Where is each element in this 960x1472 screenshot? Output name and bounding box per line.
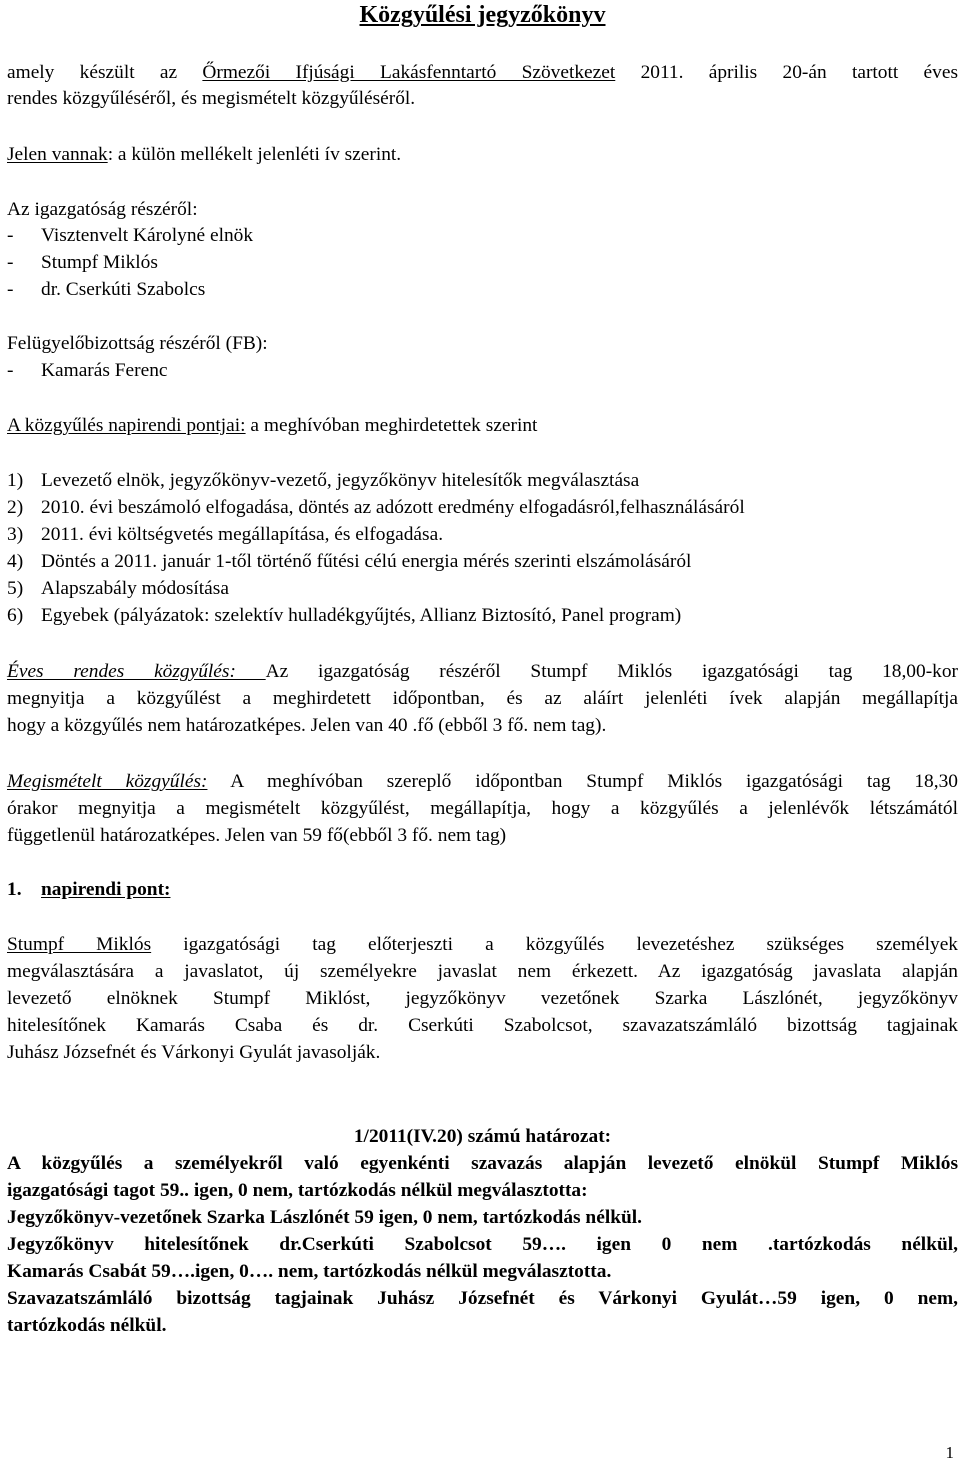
- present-label: Jelen vannak: [7, 144, 108, 165]
- resolution-line: Jegyzőkönyv-vezetőnek Szarka Lászlónét 59 igen, 0 nem, tartózkodás nélkül.: [7, 1207, 643, 1228]
- annual-label: Éves rendes közgyűlés:: [7, 661, 266, 682]
- board-member: - Visztenvelt Károlyné elnök: [7, 225, 254, 246]
- agenda-heading: A közgyűlés napirendi pontjai: a meghívóban meghirdetettek szerint: [7, 415, 538, 436]
- intro-line-1: amely készült az Őrmezői Ifjúsági Lakásfenntartó Szövetkezet 2011. április 20-án tartott éves: [7, 62, 958, 83]
- point1-line-3: levezető elnöknek Stumpf Miklóst, jegyzőkönyv vezetőnek Szarka Lászlónét, jegyzőkönyv: [7, 988, 958, 1009]
- board-member: - dr. Cserkúti Szabolcs: [7, 279, 206, 300]
- agenda-item: 6) Egyebek (pályázatok: szelektív hulladékgyűjtés, Allianz Biztosító, Panel program): [7, 605, 682, 626]
- repeated-label: Megismételt közgyűlés:: [7, 771, 208, 792]
- repeated-line-3: függetlenül határozatképes. Jelen van 59 fő(ebből 3 fő. nem tag): [7, 825, 507, 846]
- point1-heading: 1. napirendi pont:: [7, 879, 171, 900]
- agenda-item: 5) Alapszabály módosítása: [7, 578, 229, 599]
- annual-line-2: megnyitja a közgyűlést a meghirdetett időpontban, és az aláírt jelenléti ívek alapján megállapítja: [7, 688, 958, 709]
- agenda-item: 2) 2010. évi beszámoló elfogadása, döntés az adózott eredmény elfogadásról,felhasználásáról: [7, 497, 745, 518]
- point1-line-2: megválasztására a javaslatot, új személyekre javaslat nem érkezett. Az igazgatóság javaslata alapján: [7, 961, 958, 982]
- supervisory-member: - Kamarás Ferenc: [7, 360, 168, 381]
- resolution-line: Kamarás Csabát 59….igen, 0…. nem, tartózkodás nélkül megválasztotta.: [7, 1261, 612, 1282]
- point1-label: napirendi pont:: [41, 879, 171, 900]
- point1-presenter: Stumpf Miklós: [7, 934, 152, 955]
- point1-line-1: Stumpf Miklós igazgatósági tag előterjeszti a közgyűlés levezetéshez szükséges személyek: [7, 934, 958, 955]
- page-number: 1: [945, 1443, 954, 1462]
- resolution-line: tartózkodás nélkül.: [7, 1315, 167, 1336]
- resolution-line: Szavazatszámláló bizottság tagjainak Juhász Józsefnét és Várkonyi Gyulát…59 igen, 0 nem,: [7, 1288, 958, 1309]
- annual-line-3: hogy a közgyűlés nem határozatképes. Jelen van 40 .fő (ebből 3 fő. nem tag).: [7, 715, 607, 736]
- intro-line-2: rendes közgyűléséről, és megismételt közgyűléséről.: [7, 88, 416, 109]
- present-line: Jelen vannak: a külön mellékelt jelenléti ív szerint.: [7, 144, 402, 165]
- board-member: - Stumpf Miklós: [7, 252, 158, 273]
- board-heading: Az igazgatóság részéről:: [7, 199, 198, 220]
- document-title: Közgyűlési jegyzőkönyv: [359, 2, 606, 28]
- point1-line-4: hitelesítőnek Kamarás Csaba és dr. Cserkúti Szabolcsot, szavazatszámláló bizottság tagjainak: [7, 1015, 958, 1036]
- point1-line-5: Juhász Józsefnét és Várkonyi Gyulát javasolják.: [7, 1042, 381, 1063]
- agenda-item: 1) Levezető elnök, jegyzőkönyv-vezető, jegyzőkönyv hitelesítők megválasztása: [7, 470, 640, 491]
- repeated-line-2: órakor megnyitja a megismételt közgyűlést, megállapítja, hogy a közgyűlés a jelenlévők létszámától: [7, 798, 958, 819]
- agenda-item: 3) 2011. évi költségvetés megállapítása, és elfogadása.: [7, 524, 444, 545]
- organization-name: Őrmezői Ifjúsági Lakásfenntartó Szövetkezet: [202, 62, 616, 83]
- annual-line-1: Éves rendes közgyűlés: Az igazgatóság részéről Stumpf Miklós igazgatósági tag 18,00-kor: [7, 661, 958, 682]
- agenda-item: 4) Döntés a 2011. január 1-től történő fűtési célú energia mérés szerinti elszámolásáról: [7, 551, 692, 572]
- resolution-heading: 1/2011(IV.20) számú határozat:: [353, 1126, 612, 1147]
- repeated-line-1: Megismételt közgyűlés: A meghívóban szereplő időpontban Stumpf Miklós igazgatósági tag 18,30: [7, 771, 958, 792]
- resolution-line: A közgyűlés a személyekről való egyenkénti szavazás alapján levezető elnökül Stumpf Miklós: [7, 1153, 958, 1174]
- resolution-line: igazgatósági tagot 59.. igen, 0 nem, tartózkodás nélkül megválasztotta:: [7, 1180, 588, 1201]
- resolution-line: Jegyzőkönyv hitelesítőnek dr.Cserkúti Szabolcsot 59…. igen 0 nem .tartózkodás nélkül,: [7, 1234, 958, 1255]
- supervisory-heading: Felügyelőbizottság részéről (FB):: [7, 333, 268, 354]
- agenda-label: A közgyűlés napirendi pontjai:: [7, 415, 246, 436]
